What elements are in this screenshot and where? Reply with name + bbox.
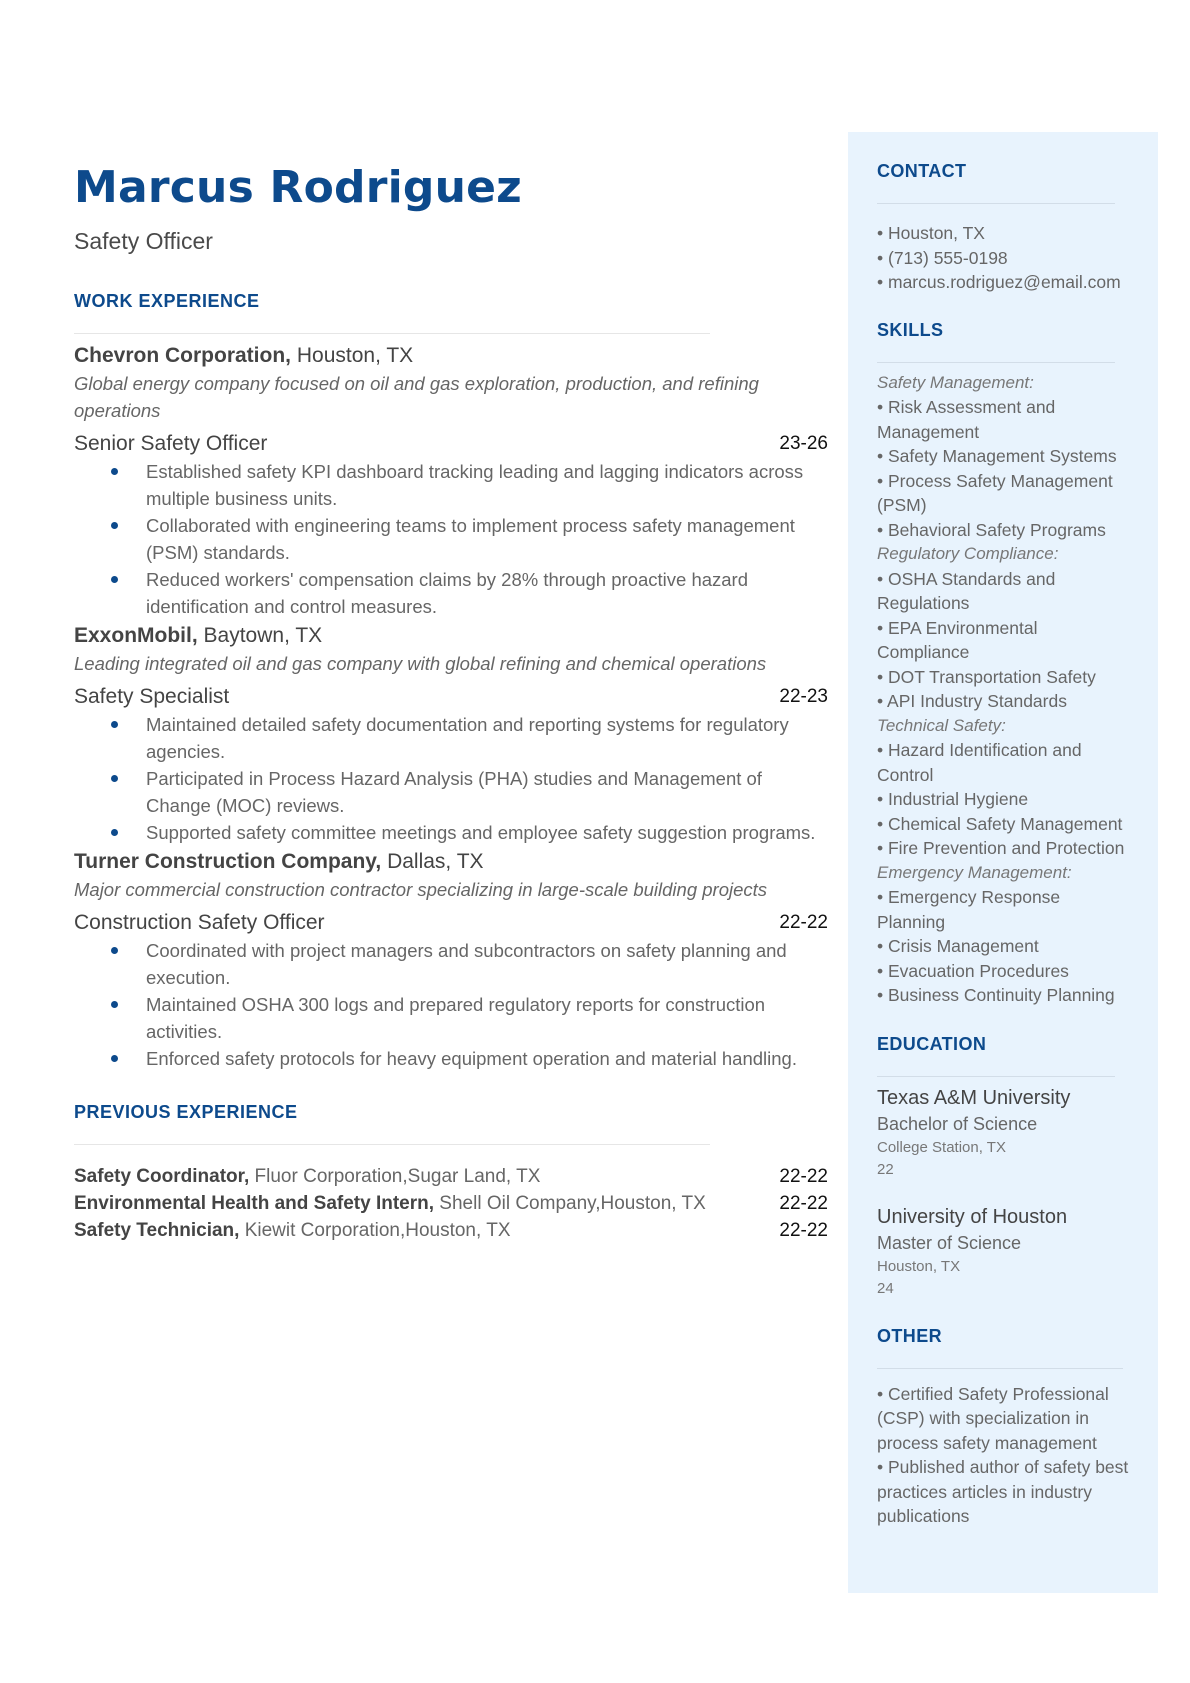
previous-dates: 22-22 — [779, 1193, 828, 1214]
bullet-dot-icon — [111, 947, 118, 954]
education-location: College Station, TX — [877, 1138, 1006, 1156]
job-position-row — [74, 683, 828, 711]
education-location: Houston, TX — [877, 1257, 961, 1275]
bullet-dot-icon — [111, 576, 118, 583]
skill-item: • Behavioral Safety Programs — [877, 519, 1106, 540]
job-bullets — [74, 711, 828, 846]
bullet-dot-icon — [111, 522, 118, 529]
education-year: 22 — [877, 1160, 894, 1178]
bullet-dot-icon — [111, 829, 118, 836]
job-bullet: Established safety KPI dashboard tracking leading and lagging indicators across multiple business units. — [74, 458, 828, 512]
skill-item: • Fire Prevention and Protection — [877, 838, 1125, 858]
job-location: Houston, TX — [291, 344, 414, 367]
candidate-name: Marcus Rodriguez — [74, 162, 522, 213]
job-bullet: Enforced safety protocols for heavy equipment operation and material handling. — [74, 1045, 828, 1072]
skill-item: • API Industry Standards — [877, 691, 1067, 711]
job-entry — [74, 848, 828, 1072]
education-degree: Bachelor of Science — [877, 1113, 1038, 1134]
previous-experience-heading: PREVIOUS EXPERIENCE — [74, 1102, 298, 1122]
job-bullet: Supported safety committee meetings and employee safety suggestion programs. — [74, 819, 828, 846]
skill-item: • Chemical Safety Management — [877, 813, 1123, 834]
bullet-dot-icon — [111, 468, 118, 475]
job-company: Turner Construction Company, — [74, 850, 382, 873]
skills-divider — [877, 362, 1115, 363]
education-entry — [877, 1085, 1132, 1181]
skill-category: Safety Management: — [877, 372, 1034, 392]
previous-detail: Shell Oil Company,Houston, TX — [434, 1193, 706, 1214]
job-company: ExxonMobil, — [74, 624, 198, 647]
previous-dates: 22-22 — [779, 1166, 828, 1187]
other-item: • Certified Safety Professional (CSP) with specialization in process safety management — [877, 1383, 1109, 1453]
education-school: Texas A&M University — [877, 1086, 1071, 1109]
contact-email: • marcus.rodriguez@email.com — [877, 272, 1121, 292]
sidebar — [848, 132, 1158, 1593]
skill-item: • Business Continuity Planning — [877, 985, 1115, 1005]
previous-list — [74, 1163, 828, 1244]
contact-location: • Houston, TX — [877, 223, 985, 243]
education-entry — [877, 1204, 1132, 1300]
previous-role: Safety Coordinator, — [74, 1166, 250, 1187]
job-position-row — [74, 909, 828, 937]
job-bullet: Coordinated with project managers and subcontractors on safety planning and execution. — [74, 937, 828, 991]
skill-category: Regulatory Compliance: — [877, 544, 1059, 563]
main-column — [74, 160, 828, 1244]
job-company-line — [74, 848, 828, 876]
previous-role: Safety Technician, — [74, 1220, 240, 1241]
job-position: Safety Specialist — [74, 685, 230, 708]
previous-divider — [74, 1144, 710, 1145]
education-school: University of Houston — [877, 1205, 1068, 1228]
job-bullet: Maintained detailed safety documentation and reporting systems for regulatory agencies. — [74, 711, 828, 765]
other-item: • Published author of safety best practices articles in industry publications — [877, 1457, 1129, 1526]
bullet-dot-icon — [111, 775, 118, 782]
education-year: 24 — [877, 1279, 894, 1297]
contact-phone: • (713) 555-0198 — [877, 247, 1008, 268]
skill-item: • Safety Management Systems — [877, 446, 1117, 466]
previous-role: Environmental Health and Safety Intern, — [74, 1193, 435, 1214]
job-description: Major commercial construction contractor specializing in large-scale building projects — [74, 879, 768, 900]
education-heading: EDUCATION — [877, 1033, 987, 1054]
job-position-row — [74, 430, 828, 458]
work-experience-heading: WORK EXPERIENCE — [74, 291, 260, 311]
skill-item: • Evacuation Procedures — [877, 960, 1069, 981]
job-position: Construction Safety Officer — [74, 911, 325, 934]
job-position: Senior Safety Officer — [74, 432, 268, 455]
job-bullets — [74, 937, 828, 1072]
job-dates: 23-26 — [779, 433, 828, 454]
skills-heading: SKILLS — [877, 319, 944, 340]
other-divider — [877, 1368, 1123, 1369]
job-description: Global energy company focused on oil and gas exploration, production, and refining operations — [74, 373, 759, 421]
previous-detail: Fluor Corporation,Sugar Land, TX — [249, 1166, 541, 1187]
bullet-dot-icon — [111, 1055, 118, 1062]
other-heading: OTHER — [877, 1325, 942, 1346]
skill-category: Emergency Management: — [877, 862, 1072, 882]
previous-item — [74, 1190, 828, 1217]
job-bullet: Maintained OSHA 300 logs and prepared regulatory reports for construction activities. — [74, 991, 828, 1045]
job-location: Dallas, TX — [381, 850, 484, 873]
job-dates: 22-22 — [779, 912, 828, 933]
education-divider — [877, 1076, 1115, 1077]
job-dates: 22-23 — [779, 686, 828, 707]
skill-item: • Emergency Response Planning — [877, 887, 1061, 932]
previous-dates: 22-22 — [779, 1220, 828, 1241]
skill-item: • Process Safety Management (PSM) — [877, 470, 1113, 515]
contact-divider — [877, 203, 1115, 204]
job-company-line — [74, 342, 828, 370]
work-divider — [74, 333, 710, 334]
skills-list — [877, 371, 1132, 1008]
skill-category: Technical Safety: — [877, 715, 1006, 735]
previous-item — [74, 1163, 828, 1190]
skill-item: • Hazard Identification and Control — [877, 740, 1082, 785]
job-bullet: Collaborated with engineering teams to implement process safety management (PSM) standards. — [74, 512, 828, 566]
job-description: Leading integrated oil and gas company with global refining and chemical operations — [74, 653, 767, 674]
skill-item: • OSHA Standards and Regulations — [877, 568, 1056, 613]
other-list — [877, 1382, 1132, 1529]
job-bullet: Participated in Process Hazard Analysis (PHA) studies and Management of Change (MOC) reviews. — [74, 765, 828, 819]
previous-item — [74, 1217, 828, 1244]
job-bullets — [74, 458, 828, 620]
education-degree: Master of Science — [877, 1232, 1022, 1253]
job-bullet: Reduced workers' compensation claims by 28% through proactive hazard identification and control measures. — [74, 566, 828, 620]
bullet-dot-icon — [111, 1001, 118, 1008]
job-entry — [74, 622, 828, 846]
contact-list — [877, 221, 1132, 295]
contact-heading: CONTACT — [877, 161, 967, 181]
skill-item: • EPA Environmental Compliance — [877, 617, 1038, 662]
job-location: Baytown, TX — [197, 624, 323, 647]
skill-item: • Risk Assessment and Management — [877, 397, 1056, 442]
job-company-line — [74, 622, 828, 650]
job-company: Chevron Corporation, — [74, 344, 292, 367]
job-entry — [74, 342, 828, 620]
previous-detail: Kiewit Corporation,Houston, TX — [239, 1220, 511, 1241]
candidate-title: Safety Officer — [74, 228, 213, 254]
skill-item: • Industrial Hygiene — [877, 789, 1029, 809]
skill-item: • Crisis Management — [877, 936, 1039, 956]
sidebar-content — [877, 132, 1132, 1529]
skill-item: • DOT Transportation Safety — [877, 666, 1096, 687]
bullet-dot-icon — [111, 721, 118, 728]
